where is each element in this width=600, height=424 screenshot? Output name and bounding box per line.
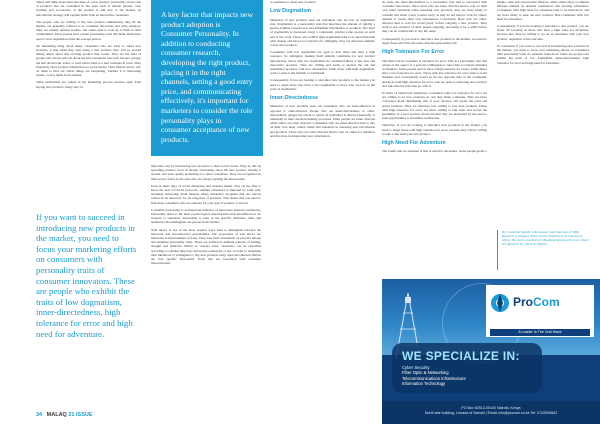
paragraph: Marketers of new products seek out consumers who are inner-directed as opposed to other-directed. People who are inner-directedness vs other-directedness, gauges the extent to which an individual is directed internally or externally in their decision-making processes. Inner people are inner directed while others are other directed. Consumers who are inner-directed tend to rely on their own inner values, belief and standards in assessing new information and products. Those who are other-directed tend to rely on others for guidance and direction in interpreting new information. [270, 104, 375, 138]
subheading: High Tolerance For Error [382, 49, 445, 56]
paragraph: The people, who are willing to buy new products immediately they hit the market, are generally referred to as consumer innovators and early adopters. They are usually opinion leaders, and others tend to look up to them in their communities. These people have certain personality traits that make them more open to new experiences than the average person. [36, 19, 141, 41]
article-column-2 [151, 164, 261, 268]
procom-logo-text [513, 295, 560, 309]
callout-box [151, 0, 263, 156]
paragraph: In terms of behavioral tendencies, consumers with low tolerance for error are not willing to try new products, in case they make a mistake. They are more concerned about minimizing risk of poor choices, and prefer the tried and tested products. They are therefore less willing to buy new products. Those with high tolerance for error, are more willing to take risks and accept the possibility of a poor product choice because they are motivated by the need to seek opportunities to maximize satisfaction. [382, 90, 487, 121]
paragraph: others will think about their purchase of a new product, particularly in the case of products that are consumed in the open such as mobile phones, cars, clothing and accessories. If the product is still new to the market, an introduction strategy will explain items from an innovative consumers. [36, 0, 141, 17]
brand-part: Com [533, 295, 560, 309]
ad-tagline: A Leader In The Grid Wave [490, 329, 590, 336]
callout-text: A key factor that impacts new product adoption is Consumer Personality. In addition to conducting consumer research, developing the right product, placing it in the right channels, setting a good entry price, and communicating effectively, it's important for marketers to consider the role personality plays in consumer acceptance of new products. [161, 10, 254, 144]
ad-service-item: Cyber Security [402, 365, 430, 370]
ad-contact[interactable]: North star building, Lenana rd Nairobi | Email: info@procom.co.ke Tel: 0722009663 [424, 411, 558, 415]
paragraph: Consequently, if you are looking to introduce a new product, you are better off focusing on those who have a high value for adventure, because they may be willing to go on an adventure with your new product, regardless of the outcome. [497, 24, 589, 41]
paragraph: The third trait in consumer is tolerance for error. This is a personality trait that relates to the aspect of a person's willingness to take risks or tolerate mistakes or blunders. Some people tend to have a high tolerance for errors, while others have a low tolerance for error. Those with low tolerance for error tend to avoid mistakes and consequently would go for the opposite side of the continuum, and those with high tolerance for error, who are open to exploring new territory and welcome the risks that go with it. [382, 58, 487, 88]
paragraph: Consequently, if you are looking to introduce new products to the market you need to target those who have a low dogmatism or those who are low on the scale of dogmatism. [270, 78, 375, 91]
magazine-name: MALAQ [46, 412, 67, 418]
page-footer [36, 410, 93, 420]
ad-service-item: Information Technology [402, 381, 446, 387]
ad-address: PO Box 52513-00100 Nairobi, Kenya [461, 406, 521, 410]
article-column-4 [382, 0, 487, 157]
paragraph: or openness to adopt new products. [270, 0, 317, 4]
paragraph: Consequently, if you want to introduce new products to the market, you need to target those who have the inner-directed personality trait. [382, 36, 487, 45]
article-column-1 [36, 0, 141, 92]
article-column-3 [270, 0, 375, 141]
paragraph: important role by introducing new products to their social circles. They do this by spreading positive word of mouth; advertising about the new product, sharing it around, and even openly promoting it to other consumers. They are recognized by their social circles as the ones who are always spotting the latest trends. [151, 164, 261, 181]
paragraph: Consumer personality is an important indicator of innovative behavior tendencies. Personality refers to the inner psychological characteristics that determine how we respond to situations. Personality is seen in the specific attributes, traits and tendencies that distinguish one person from another. [151, 207, 261, 225]
procom-advertisement[interactable] [382, 279, 600, 424]
subheading: High Need For Adventure [382, 139, 446, 146]
ad-services-list [402, 365, 537, 387]
brand-part: Pro [513, 295, 534, 309]
author-bio: By: Catherine Njambi is the founder and Chairman of CBM Research, a company with a service footprint in 25 countries in Africa. She can be reached at C.Njambi@cbmresearch.co.ke. Email her, Research by Catherine Njambi [497, 230, 589, 270]
ad-service-item: Fiber Optic & Networking [402, 370, 449, 376]
paragraph: The fourth trait in consumer is that of need for adventure. Some people prefer a [382, 149, 487, 154]
paragraph: Trait theory is one of the most popular ways used to distinguish between the innovator and non-innovator personalities. The proponents of trait theory are interested in measurement of traits. They base their assessment on people's unique and enduring personality traits. These are defined as habitual patterns of feeling, thought and behavior. Based on various traits, customers can be classified according to whether they have innovative tendencies or not, in order to determine their likelihood or willingness to buy new products early, upon introduction. Below are four specific Personality Traits that are associated with consumer innovativeness [151, 227, 261, 266]
subheading: Inner-Directedness [270, 94, 318, 101]
page-number: 34 [36, 412, 43, 418]
paragraph: Marketers of new products seek out customers who are low on dogmatism trait. Dogmatism is a personality trait that describes the amount of rigidity a person exhibits towards new and unfamiliar information or products. The level of dogmatism is measured along a continuum, placing some people on each end of the scale. Those who exhibit high dogmatism tend to be uncomfortable with change and have low tolerance for ambiguity, they are therefore unlikely to buy new products. [270, 17, 375, 47]
article-column-5 [497, 0, 589, 68]
pull-quote: If you want to succeed in introducing new products in the market, you need to focus your marketing efforts on consumers with personality traits of consumer innovators. These are people who exhibit the traits of low dogmatism, inner-directedness, high tolerance for error and high need for adventure. [36, 212, 137, 339]
paragraph: Therefore, if you are looking to introduce new products in the market, you need to target those with high tolerance for error, because they will be willing to take a risk with your new product. [382, 123, 487, 136]
paragraph: These individuals are valued in the marketing process because apart from buying new products, many stay on [36, 80, 141, 89]
ad-contact-bar [382, 401, 600, 424]
procom-logo-icon [490, 293, 510, 313]
issue-label: 21 ISSUE [68, 412, 93, 418]
ad-logo-panel [486, 285, 594, 337]
paragraph: Consumers with low dogmatism are open to new ideas and have a high tolerance for ambiguity, making them suitable candidates for new product introduction. Those with low dogmatism are considered likely to buy new and innovative products. They are willing and ready to replace the old and established products with new alternatives while those with high dogmatism, want to stick to the familiar or traditional. [270, 50, 375, 76]
paragraph: In conclusion if you want to succeed in introducing new products in the market, you need to focus your marketing efforts on consumers with personality traits of consumer innovators. These are people who exhibit the traits of low dogmatism, inner-directedness, high tolerance for error and high need for adventure. [497, 43, 589, 65]
paragraph: simple, calm and conservative lifestyle, while others enjoy a complex lifestyle marked by unusual experiences and exciting adventures. Consumers with high need for adventure tend to be innovators, and are more likely to seek out new products than consumers with low need for adventure. [497, 0, 589, 21]
paragraph: Even in these days of social distancing and wearing masks, they are the first to know the new Covid-19 protocols, whether advertised or imposed by some rule, including interesting mask designs. Many marketers recognize that one person cannot be an innovator for all categories of products. This means that you need to find those consumers who are relevant for your type of product or service. [151, 183, 261, 205]
paragraph: An interesting thing about many consumers who are early to adopt new products, is that when they start using a new product, they will go around telling others about this exciting product they found. They see the field of people who always tell you about the new restaurant, new pub, the new garage, the new showroom, salon, or even where there is a new boutique in town. They frequently share product information on social media. Their friends tend to rely on them to find out where things are happening, whether it is interesting events, or new items in the market. [36, 43, 141, 78]
subheading: Low Dogmatism [270, 8, 311, 15]
ad-headline: WE SPECIALIZE IN: [402, 349, 520, 363]
ad-service-item: Telecommunications Infrastructure [402, 375, 466, 381]
paragraph: As such, the inner-directedness is a personality trait that is associated with consumer innovators. Since those who are inner directed tend to rely on their own inner standards when assessing new products, they are more likely to consider and adopt a new product early, as they do not need to wait for others' opinion or assess their own experiences. Conversely, those who are other-directed tend to wait for social proof, before adopting a new product. They want to see evidence of other people adopting, and using it for a while before they can be comfortable to buy the same. [382, 0, 487, 34]
